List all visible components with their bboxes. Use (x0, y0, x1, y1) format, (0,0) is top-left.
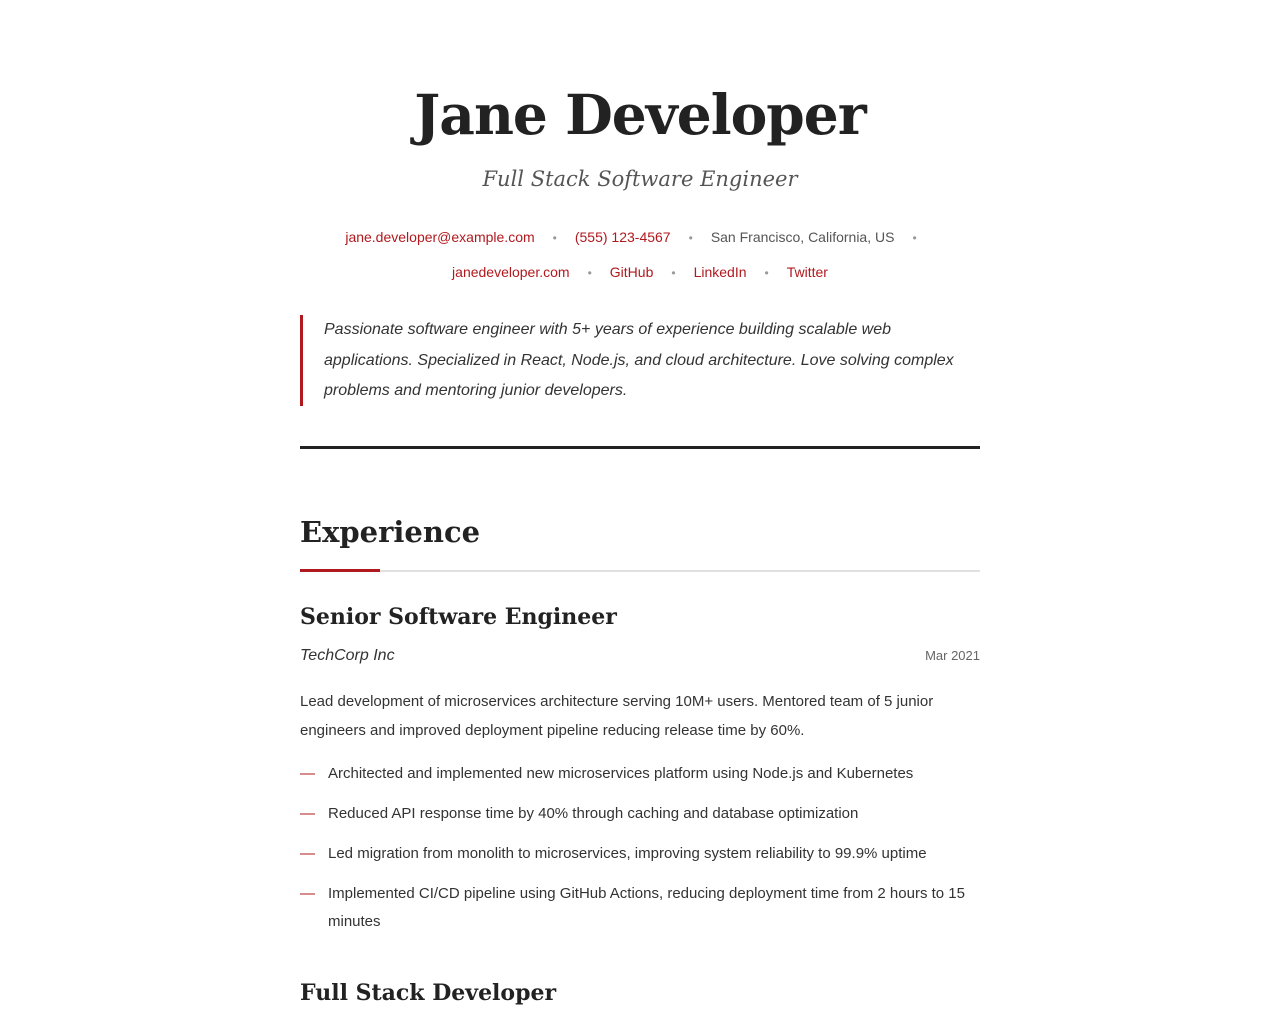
resume-name: Jane Developer (414, 82, 866, 147)
contact-row-primary (300, 226, 980, 249)
contact-separator: • (764, 266, 769, 280)
header-divider (300, 446, 980, 449)
job-dates: Mar 2021 (925, 648, 980, 663)
highlight-text: Architected and implemented new microservices platform using Node.js and Kubernetes (328, 765, 914, 782)
linkedin-link[interactable]: LinkedIn (693, 264, 747, 280)
contact-separator: • (671, 266, 676, 280)
bullet-dash-icon: — (300, 885, 315, 902)
job-company: TechCorp Inc (300, 647, 395, 664)
experience-section-title: Experience (300, 515, 481, 549)
highlight-item (300, 880, 980, 936)
contact-separator: • (552, 231, 557, 245)
job-description: Lead development of microservices architecture serving 10M+ users. Mentored team of 5 junior engineers and improved deployment pipeline reducing release time by 60%. (300, 693, 934, 739)
summary-blockquote: Passionate software engineer with 5+ years of experience building scalable web applications. Specialized in React, Node.js, and cloud architecture. Love solving complex problems and mentoring junior developers. (300, 315, 980, 406)
job-title: Senior Software Engineer (300, 604, 617, 630)
github-link[interactable]: GitHub (609, 264, 654, 280)
contact-separator: • (912, 231, 917, 245)
bullet-dash-icon: — (300, 765, 315, 782)
highlight-text: Implemented CI/CD pipeline using GitHub Actions, reducing deployment time from 2 hours to 15 minutes (328, 885, 965, 930)
contact-separator: • (688, 231, 693, 245)
section-divider-accent (300, 569, 380, 572)
twitter-link[interactable]: Twitter (786, 264, 828, 280)
bullet-dash-icon: — (300, 805, 315, 822)
highlight-item (300, 800, 980, 828)
section-divider (300, 570, 980, 572)
highlight-text: Led migration from monolith to microservices, improving system reliability to 99.9% uptime (328, 845, 927, 862)
bullet-dash-icon: — (300, 845, 315, 862)
resume-headline: Full Stack Software Engineer (482, 167, 798, 191)
contact-separator: • (587, 266, 592, 280)
email-link[interactable]: jane.developer@example.com (345, 229, 535, 245)
phone-link[interactable]: (555) 123-4567 (574, 229, 671, 245)
job-highlights (300, 760, 980, 948)
location-text: San Francisco, California, US (710, 229, 895, 245)
website-link[interactable]: janedeveloper.com (452, 264, 570, 280)
job-title: Full Stack Developer (300, 980, 557, 1006)
highlight-item (300, 840, 980, 868)
highlight-item (300, 760, 980, 788)
highlight-text: Reduced API response time by 40% through caching and database optimization (328, 805, 859, 822)
contact-row-links (300, 261, 980, 284)
